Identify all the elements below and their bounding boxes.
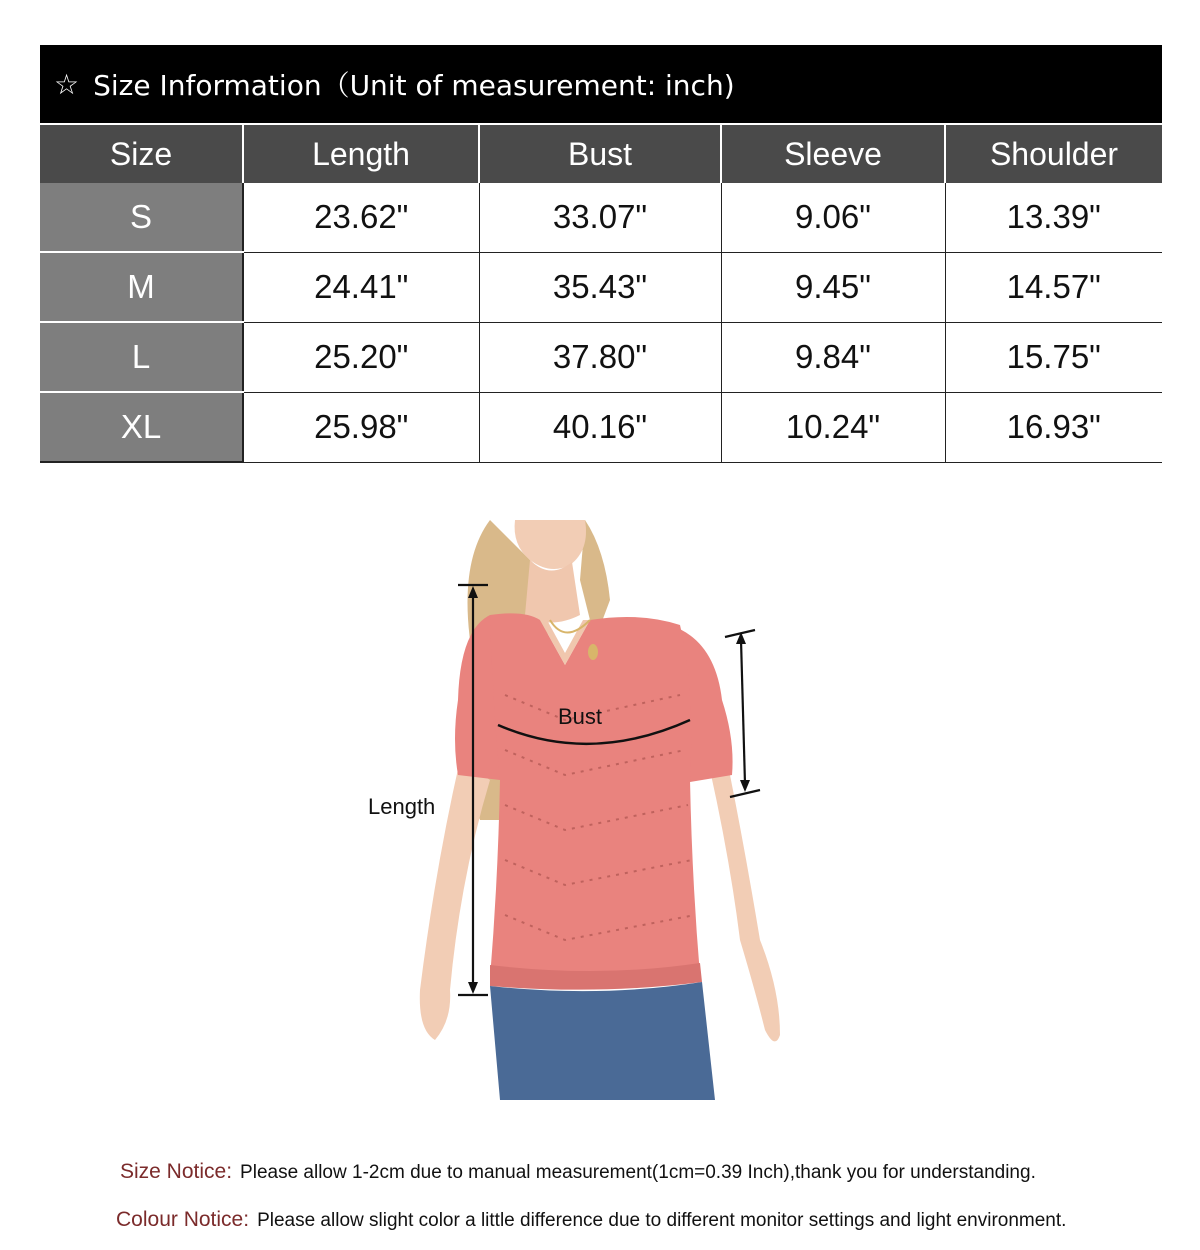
star-icon: ☆ bbox=[54, 67, 80, 101]
table-title-bar bbox=[40, 45, 1162, 123]
size-cell: L bbox=[40, 322, 243, 392]
length-label: Length bbox=[368, 794, 436, 819]
size-table bbox=[40, 45, 1162, 463]
header-row bbox=[40, 124, 1162, 183]
sleeve-cell: 9.84" bbox=[721, 322, 945, 392]
column-header-bust: Bust bbox=[479, 124, 721, 183]
shoulder-cell: 15.75" bbox=[945, 322, 1162, 392]
neck-shape bbox=[525, 560, 580, 623]
size-notice-text: Please allow 1-2cm due to manual measurement(1cm=0.39 Inch),thank you for understanding. bbox=[240, 1162, 1036, 1183]
jeans bbox=[490, 982, 715, 1100]
length-cell: 24.41" bbox=[243, 252, 479, 322]
shoulder-cell: 14.57" bbox=[945, 252, 1162, 322]
sleeve-cell: 10.24" bbox=[721, 392, 945, 462]
column-header-size: Size bbox=[40, 124, 243, 183]
size-cell: M bbox=[40, 252, 243, 322]
table-row bbox=[40, 252, 1162, 322]
column-header-sleeve: Sleeve bbox=[721, 124, 945, 183]
size-cell: XL bbox=[40, 392, 243, 462]
shirt-body bbox=[490, 613, 700, 983]
sleeve-cell: 9.45" bbox=[721, 252, 945, 322]
right-arm bbox=[710, 770, 780, 1041]
bust-cell: 35.43" bbox=[479, 252, 721, 322]
table-row bbox=[40, 322, 1162, 392]
colour-notice bbox=[116, 1208, 1066, 1232]
bust-cell: 40.16" bbox=[479, 392, 721, 462]
table-row bbox=[40, 392, 1162, 462]
sleeve-cell: 9.06" bbox=[721, 183, 945, 252]
size-cell: S bbox=[40, 183, 243, 252]
shoulder-cell: 13.39" bbox=[945, 183, 1162, 252]
measurement-diagram bbox=[340, 520, 860, 1100]
column-header-shoulder: Shoulder bbox=[945, 124, 1162, 183]
size-chart bbox=[40, 123, 1162, 463]
size-notice-label: Size Notice: bbox=[120, 1160, 233, 1183]
column-header-length: Length bbox=[243, 124, 479, 183]
bust-label: Bust bbox=[558, 704, 603, 729]
colour-notice-label: Colour Notice: bbox=[116, 1208, 250, 1231]
length-cell: 23.62" bbox=[243, 183, 479, 252]
table-title: Size Information（Unit of measurement: inch) bbox=[93, 69, 735, 102]
colour-notice-text: Please allow slight color a little difference due to different monitor settings and light environment. bbox=[257, 1210, 1067, 1231]
bust-cell: 37.80" bbox=[479, 322, 721, 392]
length-cell: 25.20" bbox=[243, 322, 479, 392]
table-row bbox=[40, 183, 1162, 252]
length-cell: 25.98" bbox=[243, 392, 479, 462]
shoulder-cell: 16.93" bbox=[945, 392, 1162, 462]
size-notice bbox=[120, 1160, 1036, 1184]
bust-cell: 33.07" bbox=[479, 183, 721, 252]
